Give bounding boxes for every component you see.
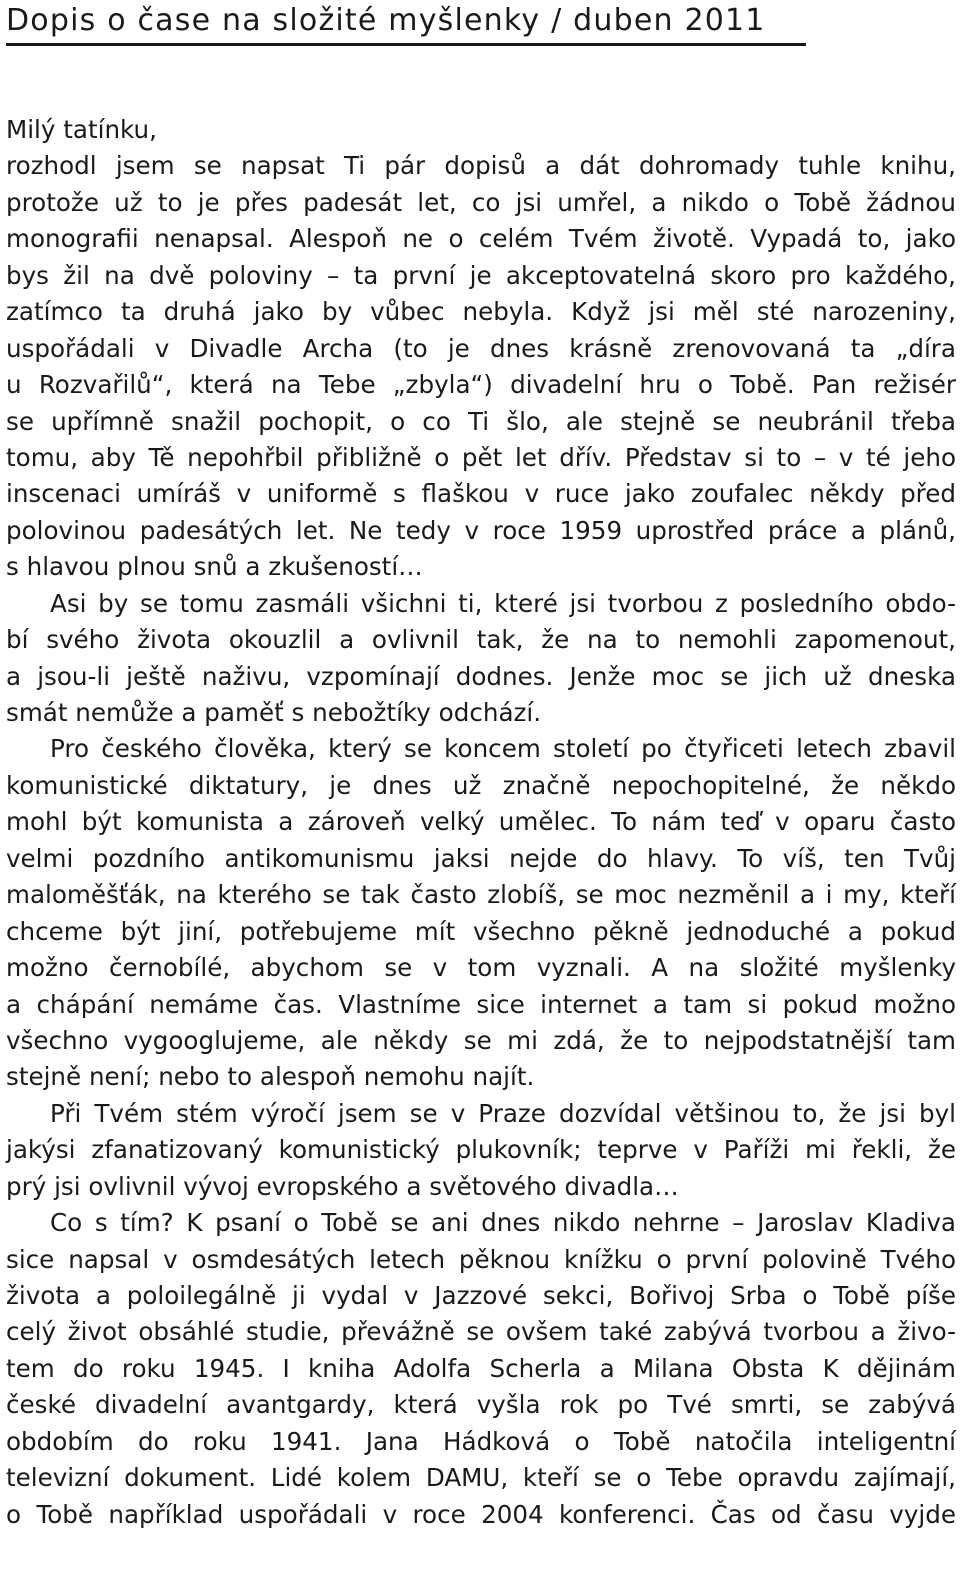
text-line: inscenaci umíráš v uniformě s flaškou v ruce jako zoufalec někdy před	[6, 479, 956, 509]
text-line: Při Tvém stém výročí jsem se v Praze dozvídal většinou to, že jsi byl	[50, 1098, 956, 1128]
text-line: tem do roku 1945. I kniha Adolfa Scherla a Milana Obsta K dějinám	[6, 1353, 956, 1383]
text-line: stejně není; nebo to alespoň nemohu najít.	[6, 1062, 535, 1092]
text-line: celý život obsáhlé studie, převážně se ovšem také zabývá tvorbou a živo-	[6, 1317, 956, 1347]
text-line: sice napsal v osmdesátých letech pěknou knížku o první polovině Tvého	[6, 1244, 956, 1274]
text-line: možno černobílé, abychom se v tom vyznali. A na složité myšlenky	[6, 953, 956, 983]
paragraph	[6, 731, 956, 1095]
text-line: velmi pozdního antikomunismu jaksi nejde do hlavy. To víš, ten Tvůj	[6, 843, 956, 873]
text-line: Pro českého člověka, který se koncem století po čtyřiceti letech zbavil	[50, 734, 956, 764]
text-line: s hlavou plnou snů a zkušeností…	[6, 552, 423, 582]
text-line: a chápání nemáme čas. Vlastníme sice internet a tam si pokud možno	[6, 989, 956, 1019]
paragraph	[6, 1096, 956, 1205]
text-line: komunistické diktatury, je dnes už značně nepochopitelné, že někdo	[6, 770, 956, 800]
text-line: jakýsi zfanatizovaný komunistický plukovník; teprve v Paříži mi řekli, že	[6, 1135, 956, 1165]
text-line: uspořádali v Divadle Archa (to je dnes krásně zrenovovaná ta „díra	[6, 333, 956, 363]
paragraph	[6, 586, 956, 732]
text-line: zatímco ta druhá jako by vůbec nebyla. Když jsi měl sté narozeniny,	[6, 297, 956, 327]
text-line: tomu, aby Tě nepohřbil přibližně o pět let dřív. Představ si to – v té jeho	[6, 442, 956, 472]
text-line: Co s tím? K psaní o Tobě se ani dnes nikdo nehrne – Jaroslav Kladiva	[50, 1208, 956, 1238]
text-line: rozhodl jsem se napsat Ti pár dopisů a dát dohromady tuhle knihu,	[6, 151, 956, 181]
text-line: televizní dokument. Lidé kolem DAMU, kteří se o Tebe opravdu zajímají,	[6, 1463, 956, 1493]
text-line: chceme být jiní, potřebujeme mít všechno pěkně jednoduché a pokud	[6, 916, 956, 946]
text-line: se upřímně snažil pochopit, o co Ti šlo, ale stejně se neubránil třeba	[6, 406, 956, 436]
letter-body	[6, 112, 956, 1533]
text-line: české divadelní avantgardy, která vyšla rok po Tvé smrti, se zabývá	[6, 1390, 956, 1420]
text-line: o Tobě například uspořádali v roce 2004 konferenci. Čas od času vyjde	[6, 1499, 956, 1529]
text-line: u Rozvařilů“, která na Tebe „zbyla“) divadelní hru o Tobě. Pan režisér	[6, 370, 956, 400]
paragraph	[6, 112, 956, 586]
text-line: všechno vygooglujeme, ale někdy se mi zdá, že to nejpodstatnější tam	[6, 1025, 956, 1055]
text-line: monografii nenapsal. Alespoň ne o celém Tvém životě. Vypadá to, jako	[6, 224, 956, 254]
text-line: prý jsi ovlivnil vývoj evropského a světového divadla…	[6, 1171, 679, 1201]
text-line: bí svého života okouzlil a ovlivnil tak, že na to nemohli zapomenout,	[6, 625, 956, 655]
text-line: obdobím do roku 1941. Jana Hádková o Tobě natočila inteligentní	[6, 1426, 956, 1456]
text-line: maloměšťák, na kterého se tak často zlobíš, se moc nezměnil a i my, kteří	[6, 880, 956, 910]
text-line: Asi by se tomu zasmáli všichni ti, které jsi tvorbou z posledního obdo-	[50, 588, 956, 618]
text-line: smát nemůže a paměť s nebožtíky odchází.	[6, 698, 542, 727]
text-line: polovinou padesátých let. Ne tedy v roce 1959 uprostřed práce a plánů,	[6, 515, 956, 545]
text-line: mohl být komunista a zároveň velký umělec. To nám teď v oparu často	[6, 807, 956, 837]
text-line: protože už to je přes padesát let, co jsi umřel, a nikdo o Tobě žádnou	[6, 187, 956, 217]
text-line: života a poloilegálně ji vydal v Jazzové sekci, Bořivoj Srba o Tobě píše	[6, 1281, 956, 1310]
text-line: Milý tatínku,	[6, 115, 157, 144]
paragraph	[6, 1205, 956, 1533]
page-title: Dopis o čase na složité myšlenky / duben 2011	[6, 2, 806, 46]
text-line: a jsou-li ještě naživu, vzpomínají dodnes. Jenže moc se jich už dneska	[6, 661, 956, 691]
text-line: bys žil na dvě poloviny – ta první je akceptovatelná skoro pro každého,	[6, 260, 956, 290]
